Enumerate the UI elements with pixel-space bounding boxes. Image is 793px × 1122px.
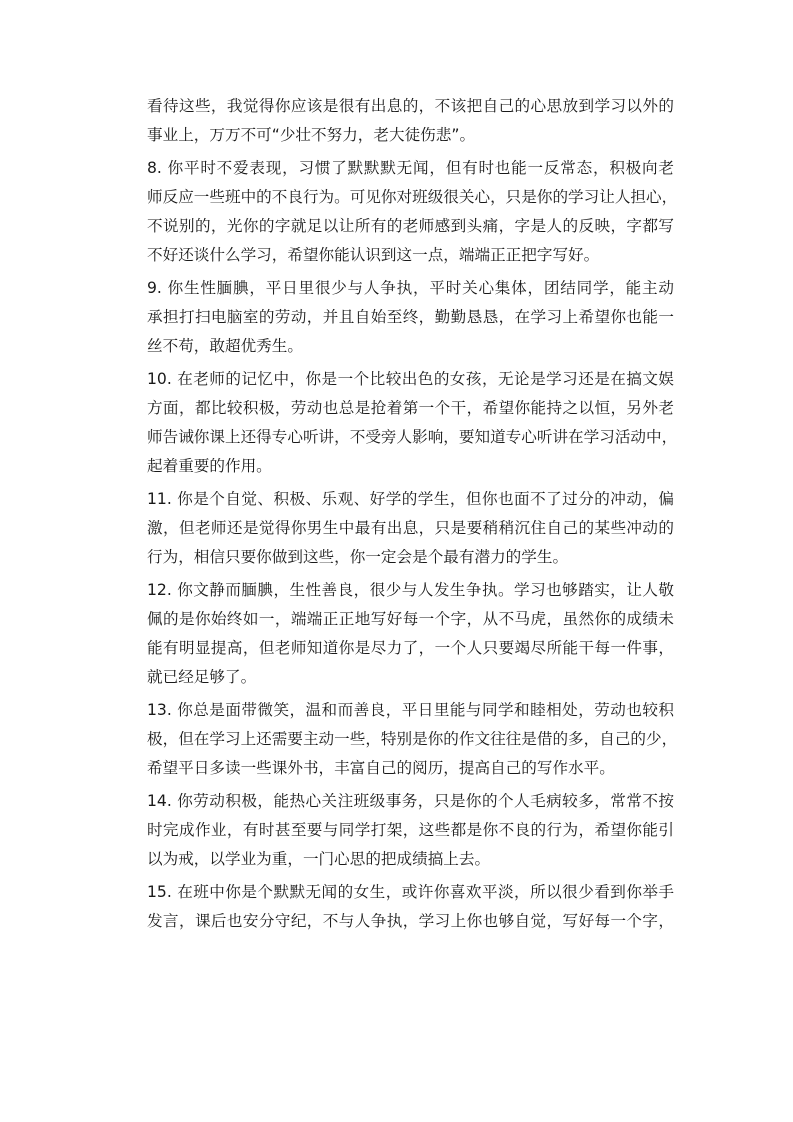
text-line: 起着重要的作用。 [147, 457, 272, 475]
paragraph-11 [147, 485, 674, 572]
text-line: 不说别的，光你的字就足以让所有的老师感到头痛，字是人的反映，字都写 [147, 217, 674, 235]
text-line: 事业上，万万不可“少壮不努力，老大徒伤悲”。 [147, 126, 476, 144]
text-line: 10. 在老师的记忆中，你是一个比较出色的女孩，无论是学习还是在搞文娱 [147, 370, 674, 388]
text-line: 8. 你平时不爱表现，习惯了默默默无闻，但有时也能一反常态，积极向老 [147, 159, 674, 177]
text-line: 佩的是你始终如一，端端正正地写好每一个字，从不马虎，虽然你的成绩未 [147, 610, 674, 628]
text-line: 时完成作业，有时甚至要与同学打架，这些都是你不良的行为，希望你能引 [147, 821, 674, 839]
paragraph-7-continued [147, 92, 674, 150]
text-line: 承担打扫电脑室的劳动，并且自始至终，勤勤恳恳，在学习上希望你也能一 [147, 308, 674, 326]
paragraph-9 [147, 274, 674, 361]
text-line: 希望平日多读一些课外书，丰富自己的阅历，提高自己的写作水平。 [147, 759, 615, 777]
text-line: 以为戒，以学业为重，一门心思的把成绩搞上去。 [147, 850, 491, 868]
text-line: 激，但老师还是觉得你男生中最有出息，只是要稍稍沉住自己的某些冲动的 [147, 519, 674, 537]
text-line: 师告诫你课上还得专心听讲，不受旁人影响，要知道专心听讲在学习活动中， [147, 428, 678, 446]
text-line: 14. 你劳动积极，能热心关注班级事务，只是你的个人毛病较多，常常不按 [147, 792, 674, 810]
paragraph-13 [147, 696, 678, 783]
paragraph-14 [147, 787, 674, 874]
text-line: 发言，课后也安分守纪，不与人争执，学习上你也够自觉，写好每一个字， [147, 912, 674, 930]
paragraph-15 [147, 878, 674, 936]
document-page [147, 92, 678, 940]
text-line: 12. 你文静而腼腆，生性善良，很少与人发生争执。学习也够踏实，让人敬 [147, 581, 674, 599]
text-line: 15. 在班中你是个默默无闻的女生，或许你喜欢平淡，所以很少看到你举手 [147, 883, 674, 901]
text-line: 师反应一些班中的不良行为。可见你对班级很关心，只是你的学习让人担心， [147, 188, 678, 206]
text-line: 极，但在学习上还需要主动一些，特别是你的作文往往是借的多，自己的少， [147, 730, 678, 748]
text-line: 不好还谈什么学习，希望你能认识到这一点，端端正正把字写好。 [147, 246, 600, 264]
text-line: 方面，都比较积极，劳动也总是抢着第一个干，希望你能持之以恒，另外老 [147, 399, 674, 417]
paragraph-12 [147, 576, 674, 692]
paragraph-10 [147, 365, 678, 481]
paragraph-8 [147, 154, 678, 270]
text-line: 能有明显提高，但老师知道你是尽力了，一个人只要竭尽所能干每一件事， [147, 639, 674, 657]
text-line: 13. 你总是面带微笑，温和而善良，平日里能与同学和睦相处，劳动也较积 [147, 701, 674, 719]
text-line: 丝不苟，敢超优秀生。 [147, 337, 303, 355]
text-line: 9. 你生性腼腆，平日里很少与人争执，平时关心集体，团结同学，能主动 [147, 279, 674, 297]
text-line: 看待这些，我觉得你应该是很有出息的，不该把自己的心思放到学习以外的 [147, 97, 674, 115]
text-line: 行为，相信只要你做到这些，你一定会是个最有潜力的学生。 [147, 548, 569, 566]
text-line: 就已经足够了。 [147, 668, 257, 686]
text-line: 11. 你是个自觉、积极、乐观、好学的学生，但你也面不了过分的冲动，偏 [147, 490, 674, 508]
